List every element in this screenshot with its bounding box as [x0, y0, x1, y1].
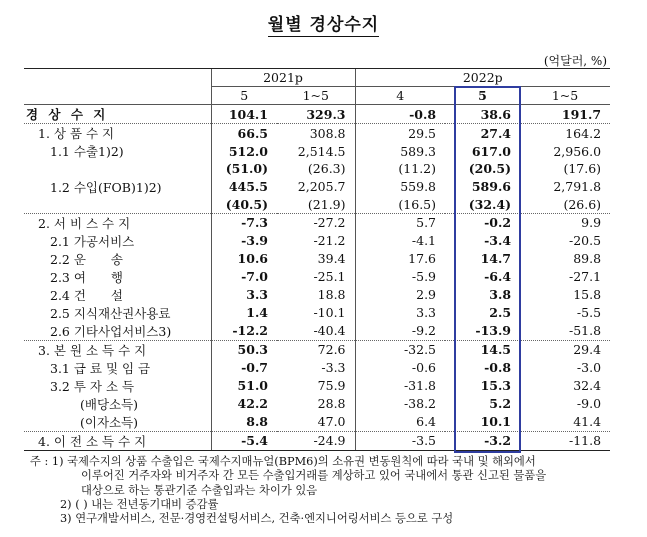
cell-value: -5.4: [211, 431, 277, 450]
footnote-text: 대상으로 하는 통관기준 수출입과는 차이가 있음: [81, 483, 318, 497]
cell-value: 512.0: [211, 142, 277, 160]
cell-value: (21.9): [307, 196, 346, 212]
header-col: 1~5: [520, 87, 610, 105]
cell-value: -13.9: [475, 323, 512, 339]
table-row: [24, 359, 610, 377]
row-label: 1.2 수입(FOB)1)2): [50, 179, 162, 195]
cell-value: 89.8: [573, 251, 602, 267]
row-label: 2.3 여 행: [50, 269, 124, 285]
cell-value: (17.6): [563, 161, 602, 177]
cell-value: -51.8: [568, 323, 602, 339]
table-row: [24, 395, 610, 413]
cell-value: 14.7: [480, 251, 512, 267]
cell-value: (20.5): [468, 161, 512, 177]
cell-value: -7.0: [211, 268, 277, 286]
cell-value: 2,514.5: [297, 143, 346, 159]
cell-value: 3.3: [355, 304, 445, 322]
cell-value: 8.8: [211, 413, 277, 432]
cell-value: -40.4: [313, 323, 346, 339]
cell-value: (40.5): [211, 196, 277, 214]
cell-value: 2,956.0: [553, 143, 602, 159]
table-row: [24, 268, 610, 286]
cell-value: -38.2: [355, 395, 445, 413]
cell-value: -3.3: [321, 360, 346, 376]
header-col: 1~5: [277, 87, 355, 105]
cell-value: (51.0): [211, 160, 277, 177]
row-label: (배당소득): [80, 396, 139, 412]
cell-value: 38.6: [445, 105, 520, 124]
cell-value: -0.8: [355, 105, 445, 124]
footnote-text: 연구개발서비스, 전문·경영컨설팅서비스, 건축·엔지니어링서비스 등으로 구성: [75, 512, 454, 526]
cell-value: 559.8: [355, 178, 445, 196]
cell-value: 29.4: [520, 340, 610, 359]
table-row: [24, 232, 610, 250]
cell-value: -0.7: [211, 359, 277, 377]
header-col: 4: [355, 87, 445, 105]
cell-value: -0.2: [445, 213, 520, 232]
cell-value: -3.5: [355, 431, 445, 450]
header-col: 5: [445, 87, 520, 105]
footnote-text: ( ) 내는 전년동기대비 증감률: [75, 497, 219, 511]
row-label: 2.4 건 설: [50, 287, 124, 303]
table-row: [24, 196, 610, 214]
table-row: [24, 340, 610, 359]
cell-value: -24.9: [277, 431, 355, 450]
cell-value: 42.2: [211, 395, 277, 413]
cell-value: 18.8: [317, 287, 346, 303]
cell-value: 29.5: [355, 124, 445, 143]
row-label: 3.1 급 료 및 임 금: [50, 360, 151, 376]
header-2021: 2021p: [211, 69, 355, 87]
row-label: [24, 160, 211, 177]
table-row: [24, 213, 610, 232]
cell-value: 9.9: [520, 213, 610, 232]
cell-value: 2,205.7: [297, 179, 346, 195]
row-label: 3.2 투 자 소 득: [50, 378, 135, 394]
cell-value: -21.2: [313, 233, 346, 249]
row-label: 경 상 수 지: [24, 105, 211, 124]
cell-value: 6.4: [355, 413, 445, 432]
cell-value: 308.8: [277, 124, 355, 143]
row-label: 2.1 가공서비스: [50, 233, 135, 249]
cell-value: 104.1: [211, 105, 277, 124]
footnote-prefix: 3): [60, 512, 72, 526]
cell-value: 10.1: [480, 414, 512, 430]
cell-value: 39.4: [317, 251, 346, 267]
header-2022: 2022p: [355, 69, 610, 87]
table-row: [24, 160, 610, 177]
cell-value: (11.2): [355, 160, 445, 177]
cell-value: 2.9: [355, 286, 445, 304]
cell-value: -0.6: [355, 359, 445, 377]
cell-value: 14.5: [445, 340, 520, 359]
cell-value: -3.9: [211, 232, 277, 250]
cell-value: -7.3: [211, 213, 277, 232]
footnote-line: [30, 455, 630, 469]
cell-value: 75.9: [317, 378, 346, 394]
table-row: [24, 250, 610, 268]
row-label: 1.1 수출1)2): [50, 144, 124, 160]
table-row: [24, 377, 610, 395]
table-row: [24, 178, 610, 196]
cell-value: 191.7: [520, 105, 610, 124]
footnote-text: 이루어진 거주자와 비거주자 간 모든 수출입거래를 계상하고 있어 국내에서 통관 신고된 물품을: [81, 469, 547, 483]
footnote-prefix: 2): [60, 497, 72, 511]
cell-value: 28.8: [317, 396, 346, 412]
cell-value: -3.4: [484, 233, 512, 249]
table-row: [24, 105, 610, 124]
header-year-row: [24, 69, 610, 87]
current-account-table: [24, 68, 610, 451]
cell-value: 15.8: [573, 287, 602, 303]
table-row: [24, 413, 610, 432]
cell-value: -3.0: [576, 360, 602, 376]
page-title: 월별 경상수지: [267, 15, 380, 35]
cell-value: 3.3: [211, 286, 277, 304]
table-row: [24, 431, 610, 450]
footnote-line: [30, 498, 630, 512]
row-label: 1. 상 품 수 지: [24, 124, 211, 143]
row-label: [24, 196, 211, 214]
row-label: 2.2 운 송: [50, 251, 124, 267]
cell-value: 617.0: [471, 143, 512, 159]
cell-value: 17.6: [355, 250, 445, 268]
cell-value: -5.5: [576, 305, 602, 321]
cell-value: -9.0: [576, 396, 602, 412]
cell-value: -32.5: [355, 340, 445, 359]
cell-value: 50.3: [211, 340, 277, 359]
cell-value: (16.5): [355, 196, 445, 214]
cell-value: 51.0: [211, 377, 277, 395]
cell-value: 1.4: [211, 304, 277, 322]
row-label: 2. 서 비 스 수 지: [24, 213, 211, 232]
cell-value: -27.2: [277, 213, 355, 232]
row-label: 4. 이 전 소 득 수 지: [24, 431, 211, 450]
footnotes: [30, 455, 630, 526]
cell-value: -11.8: [520, 431, 610, 450]
table-row: [24, 142, 610, 160]
cell-value: (26.3): [307, 161, 346, 177]
cell-value: 5.7: [355, 213, 445, 232]
cell-value: (32.4): [468, 196, 512, 212]
cell-value: 5.2: [489, 396, 512, 412]
cell-value: 15.3: [480, 378, 512, 394]
cell-value: 27.4: [445, 124, 520, 143]
footnote-line: [30, 512, 630, 526]
row-label: 2.6 기타사업서비스3): [50, 323, 172, 339]
cell-value: 329.3: [277, 105, 355, 124]
cell-value: 32.4: [573, 378, 602, 394]
row-label: 2.5 지식재산권사용료: [50, 305, 171, 321]
cell-value: -10.1: [313, 305, 346, 321]
footnote-line: [30, 484, 630, 498]
cell-value: (26.6): [563, 196, 602, 212]
cell-value: 2,791.8: [553, 179, 602, 195]
table-row: [24, 304, 610, 322]
table-row: [24, 286, 610, 304]
cell-value: -5.9: [355, 268, 445, 286]
cell-value: -25.1: [313, 269, 346, 285]
cell-value: 589.3: [355, 142, 445, 160]
cell-value: 72.6: [277, 340, 355, 359]
cell-value: 2.5: [489, 305, 512, 321]
cell-value: 47.0: [317, 414, 346, 430]
cell-value: -4.1: [355, 232, 445, 250]
row-label: (이자소득): [80, 414, 139, 430]
header-col: 5: [211, 87, 277, 105]
cell-value: 66.5: [211, 124, 277, 143]
cell-value: -12.2: [211, 322, 277, 341]
cell-value: 41.4: [573, 414, 602, 430]
cell-value: 3.8: [489, 287, 512, 303]
table-row: [24, 124, 610, 143]
cell-value: -31.8: [355, 377, 445, 395]
cell-value: 164.2: [520, 124, 610, 143]
row-label: 3. 본 원 소 득 수 지: [24, 340, 211, 359]
cell-value: 445.5: [211, 178, 277, 196]
cell-value: -3.2: [445, 431, 520, 450]
cell-value: -9.2: [355, 322, 445, 341]
cell-value: -20.5: [568, 233, 602, 249]
cell-value: -27.1: [568, 269, 602, 285]
cell-value: 589.6: [471, 179, 512, 195]
footnote-line: [30, 469, 630, 483]
unit-label: (억달러, %): [543, 54, 607, 68]
footnote-prefix: 주 : 1): [30, 455, 64, 468]
cell-value: 10.6: [211, 250, 277, 268]
cell-value: -6.4: [484, 269, 512, 285]
cell-value: -0.8: [484, 360, 512, 376]
footnote-text: 국제수지의 상품 수출입은 국제수지매뉴얼(BPM6)의 소유권 변동원칙에 따라 국내 및 해외에서: [67, 455, 536, 468]
table-row: [24, 322, 610, 341]
